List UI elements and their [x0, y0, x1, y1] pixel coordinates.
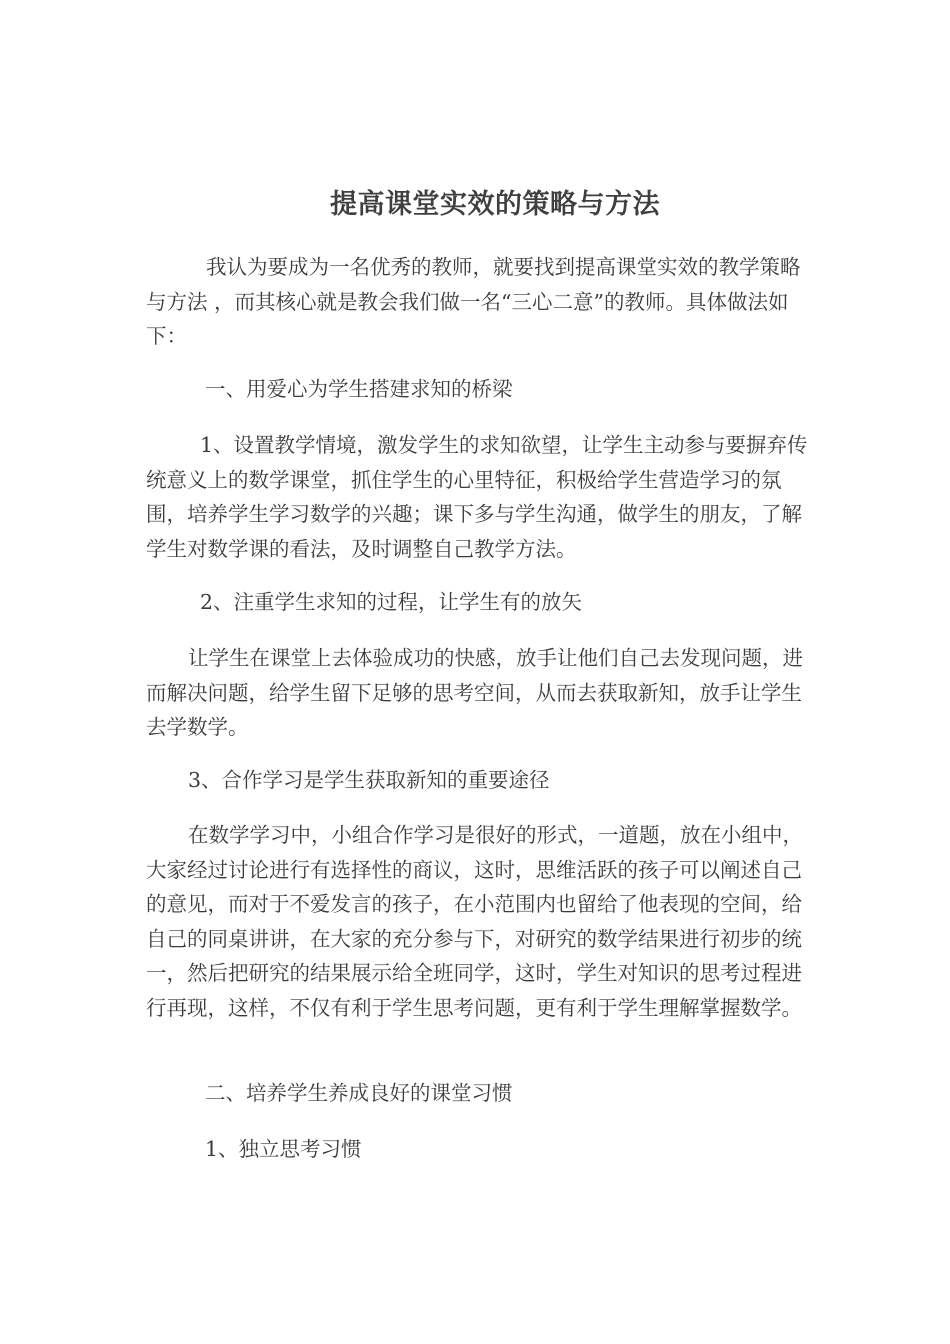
section-1-item-2-text: 让学生在课堂上去体验成功的快感，放手让他们自己去发现问题，进而解决问题，给学生留下足够的思考空间，从而去获取新知，放手让学生去学数学。 — [146, 646, 803, 740]
section-1-heading: 一、用爱心为学生搭建求知的桥梁 — [205, 377, 513, 401]
section-1-item-2-heading: 2、注重学生求知的过程，让学生有的放矢 — [200, 590, 583, 614]
section-1-item-3-heading: 3、合作学习是学生获取新知的重要途径 — [188, 768, 550, 792]
section-1-item-3-text: 在数学学习中，小组合作学习是很好的形式，一道题，放在小组中，大家经过讨论进行有选择性的商议，这时，思维活跃的孩子可以阐述自己的意见，而对于不爱发言的孩子，在小范围内也留给了他表现的空间，给自己的同桌讲讲，在大家的充分参与下，对研究的数学结果进行初步的统一，然后把研究的结果展示给全班同学，这时，学生对知识的思考过程进行再现，这样，不仅有利于学生思考问题，更有利于学生理解掌握数学。 — [146, 823, 803, 1020]
intro-paragraph: 我认为要成为一名优秀的教师，就要找到提高课堂实效的教学策略与方法 ，而其核心就是教会我们做一名“三心二意”的教师。具体做法如下： — [146, 255, 801, 349]
page-title: 提高课堂实效的策略与方法 — [330, 189, 660, 220]
section-2-heading: 二、培养学生养成良好的课堂习惯 — [205, 1081, 513, 1105]
section-2-item-1-heading: 1、独立思考习惯 — [205, 1137, 362, 1161]
section-1-item-1-text: 1、设置教学情境，激发学生的求知欲望，让学生主动参与要摒弃传统意义上的数学课堂，抓住学生的心里特征，积极给学生营造学习的氛围，培养学生学习数学的兴趣；课下多与学生沟通，做学生的朋友，了解学生对数学课的看法，及时调整自己教学方法。 — [146, 433, 808, 561]
